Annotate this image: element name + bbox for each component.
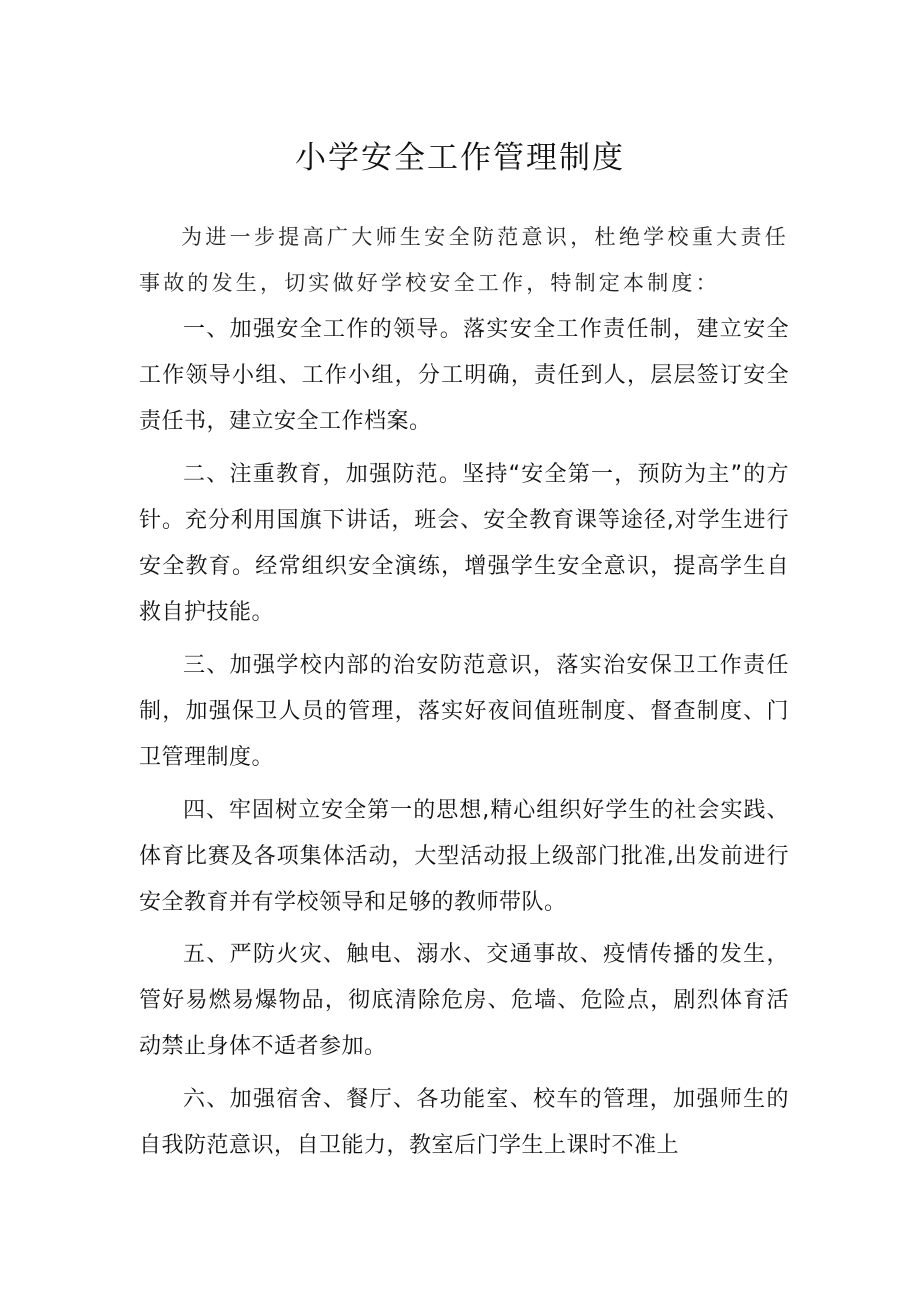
paragraph-1: 一、加强安全工作的领导。落实安全工作责任制，建立安全工作领导小组、工作小组，分工明确，责任到人，层层签订安全责任书，建立安全工作档案。 — [139, 317, 789, 434]
document-title: 小学安全工作管理制度 — [295, 140, 625, 176]
paragraph-6: 六、加强宿舍、餐厅、各功能室、校车的管理，加强师生的自我防范意识，自卫能力，教室后门学生上课时不准上 — [139, 1087, 789, 1158]
paragraph-3: 三、加强学校内部的治安防范意识，落实治安保卫工作责任制，加强保卫人员的管理，落实好夜间值班制度、督查制度、门卫管理制度。 — [139, 653, 789, 770]
paragraph-5: 五、严防火灾、触电、溺水、交通事故、疫情传播的发生，管好易燃易爆物品，彻底清除危房、危墙、危险点，剧烈体育活动禁止身体不适者参加。 — [139, 942, 789, 1059]
intro-paragraph: 为进一步提高广大师生安全防范意识，杜绝学校重大责任事故的发生，切实做好学校安全工作，特制定本制度： — [139, 225, 789, 295]
paragraph-2: 二、注重教育，加强防范。坚持“安全第一，预防为主”的方针。充分利用国旗下讲话，班会、安全教育课等途径,对学生进行安全教育。经常组织安全演练，增强学生安全意识，提高学生自救自护技能。 — [139, 462, 789, 625]
paragraph-4: 四、牢固树立安全第一的思想,精心组织好学生的社会实践、体育比赛及各项集体活动，大型活动报上级部门批准,出发前进行安全教育并有学校领导和足够的教师带队。 — [139, 798, 789, 915]
